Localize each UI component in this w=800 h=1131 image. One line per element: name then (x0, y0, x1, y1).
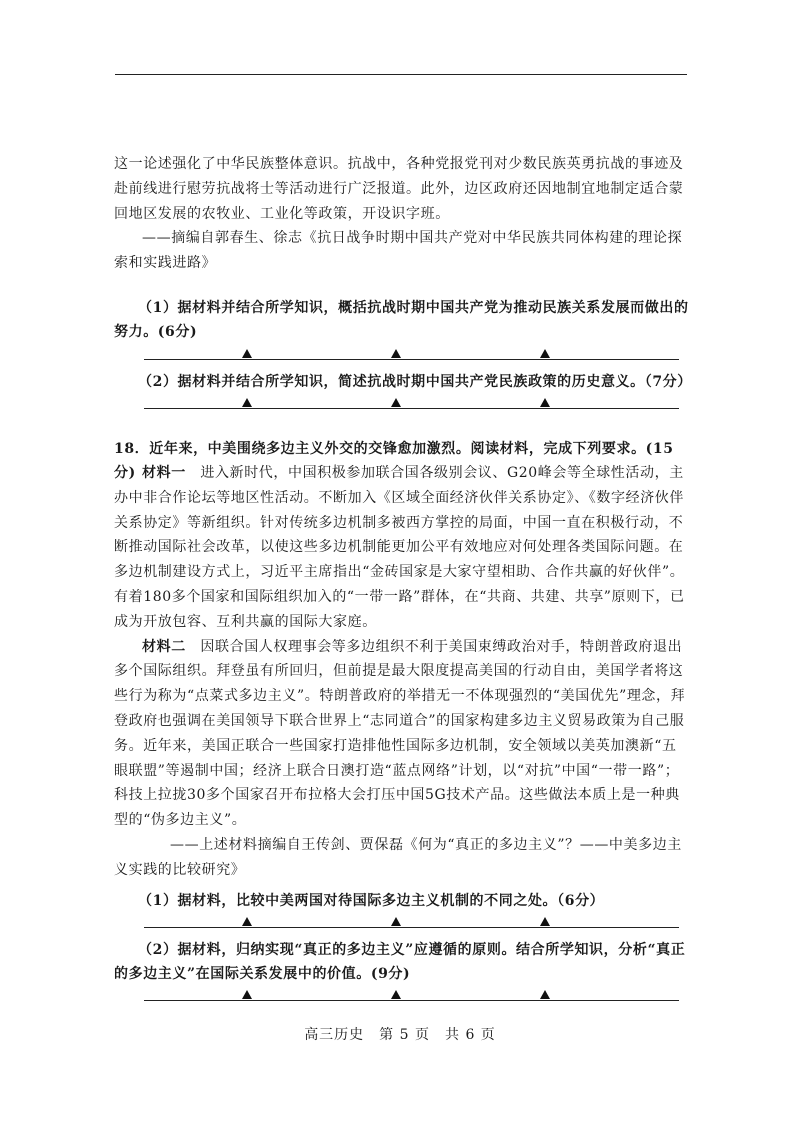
answer-line-q18-1[interactable] (144, 914, 679, 928)
answer-marker-icon (242, 349, 252, 358)
q17-sub2: （2）据材料并结合所学知识，简述抗战时期中国共产党民族政策的历史意义。（7分） (138, 374, 692, 390)
answer-marker-icon (391, 398, 401, 407)
q18-sub2: （2）据材料，归纳实现“真正的多边主义”应遵循的原则。结合所学知识，分析“真正的多边主义”在国际关系发展中的价值。(9分) (114, 942, 686, 982)
answer-rule (144, 408, 679, 409)
answer-rule (144, 359, 679, 360)
answer-marker-icon (242, 398, 252, 407)
material-citation: ——上述材料摘编自王传剑、贾保磊《何为“真正的多边主义”？——中美多边主义实践的比较研究》 (114, 836, 682, 878)
answer-marker-icon (540, 349, 550, 358)
answer-rule (144, 927, 679, 928)
material-one-label: 材料一 (142, 465, 186, 481)
answer-marker-icon (391, 990, 401, 999)
passage-paragraph: 这一论述强化了中华民族整体意识。抗战中，各种党报党刊对少数民族英勇抗战的事迹及赴前线进行慰劳抗战将士等活动进行广泛报道。此外，边区政府还因地制宜地制定适合蒙回地区发展的农牧业、工业化等政策，开设识字班。 (114, 156, 684, 222)
passage-citation: ——摘编自郭春生、徐志《抗日战争时期中国共产党对中华民族共同体构建的理论探索和实践进路》 (114, 230, 683, 272)
answer-marker-icon (540, 990, 550, 999)
page-footer: 高三历史 第 5 页 共 6 页 (304, 1027, 496, 1043)
material-one-text: 进入新时代，中国积极参加联合国各级别会议、G20峰会等全球性活动，主办中非合作论坛等地区性活动。不断加入《区域全面经济伙伴关系协定》、《数字经济伙伴关系协定》等新组织。针对传统多边机制多被西方掌控的局面，中国一直在积极行动，不断推动国际社会改革，以使这些多边机制能更加公平有效地应对何处理各类国际问题。在多边机制建设方式上，习近平主席指出“金砖国家是大家守望相助、合作共赢的好伙伴”。有着180多个国家和国际组织加入的“一带一路”群体，在“共商、共建、共享”原则下，已成为开放包容、互利共赢的国际大家庭。 (114, 465, 685, 630)
answer-marker-icon (242, 990, 252, 999)
q17-sub1: （1）据材料并结合所学知识，概括抗战时期中国共产党为推动民族关系发展而做出的努力。(6分) (114, 300, 689, 340)
answer-marker-icon (391, 349, 401, 358)
material-two-label: 材料二 (142, 638, 186, 655)
answer-line-q17-2[interactable] (144, 395, 679, 409)
answer-marker-icon (242, 917, 252, 926)
material-one (114, 461, 689, 635)
answer-rule (144, 1000, 679, 1001)
q18-sub1: （1）据材料，比较中美两国对待国际多边主义机制的不同之处。（6分） (138, 893, 605, 909)
q18-materials (114, 461, 689, 883)
answer-marker-icon (540, 917, 550, 926)
header-rule (115, 74, 687, 75)
q18-heading: 18．近年来，中美围绕多边主义外交的交锋愈加激烈。阅读材料，完成下列要求。(15分) (114, 441, 674, 481)
material-two (114, 635, 689, 833)
passage-continuation (114, 152, 689, 276)
answer-line-q17-1[interactable] (144, 346, 679, 360)
answer-marker-icon (540, 398, 550, 407)
material-two-text: 因联合国人权理事会等多边组织不利于美国束缚政治对手，特朗普政府退出多个国际组织。拜登虽有所回归，但前提是最大限度提高美国的行动自由，美国学者将这些行为称为“点菜式多边主义”。特朗普政府的举措无一不体现强烈的“美国优先”理念，拜登政府也强调在美国领导下联合世界上“志同道合”的国家构建多边主义贸易政策为自己服务。近年来，美国正联合一些国家打造排他性国际多边机制，安全领域以美英加澳新“五眼联盟”等遏制中国；经济上联合日澳打造“蓝点网络”计划，以“对抗”中国“一带一路”；科技上拉拢30多个国家召开布拉格大会打压中国5G技术产品。这些做法本质上是一种典型的“伪多边主义”。 (114, 638, 686, 829)
answer-line-q18-2[interactable] (144, 987, 679, 1001)
answer-marker-icon (391, 917, 401, 926)
